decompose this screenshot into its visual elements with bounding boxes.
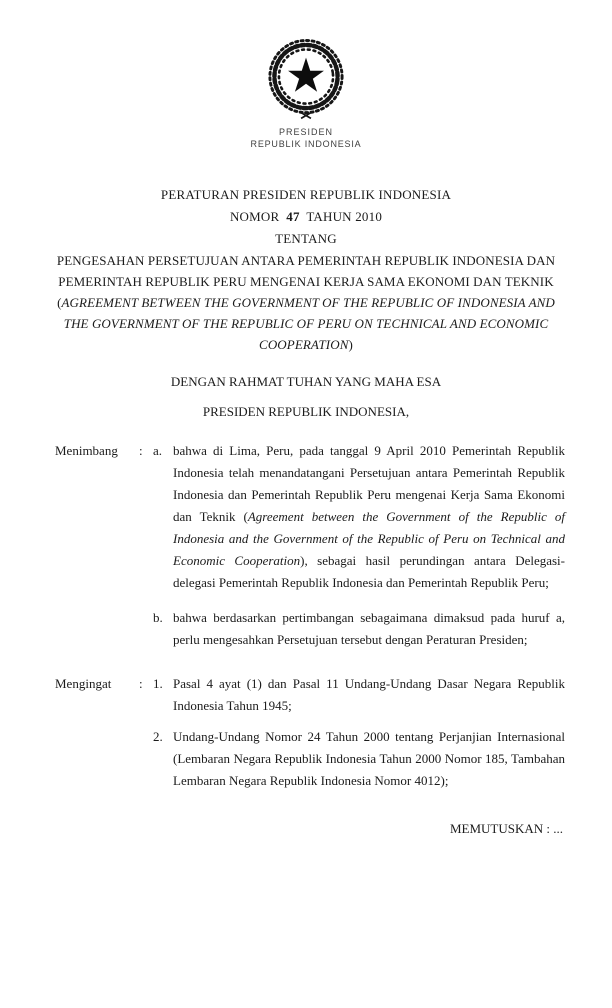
considering-colon: : xyxy=(139,443,143,458)
regulation-heading xyxy=(0,184,612,250)
invocation-line: DENGAN RAHMAT TUHAN YANG MAHA ESA xyxy=(170,374,442,389)
considering-item-b xyxy=(55,607,565,651)
regulation-subject: PENGESAHAN PERSETUJUAN ANTARA PEMERINTAH REPUBLIK INDONESIA DAN PEMERINTAH REPUBLIK PERU MENGENAI KERJA SAMA EKONOMI DAN TEKNIK (AGREEMENT BETWEEN THE GOVERNMENT OF THE REPUBLIC OF INDONESIA AND THE GOVERNMENT OF THE REPUBLIC OF PERU ON TECHNICAL AND ECONOMIC COOPERATION) xyxy=(56,253,556,352)
item-text: bahwa berdasarkan pertimbangan sebagaimana dimaksud pada huruf a, perlu mengesahkan Persetujuan tersebut dengan Peraturan Presiden; xyxy=(173,610,565,647)
issuer-line: PRESIDEN REPUBLIK INDONESIA, xyxy=(202,404,410,419)
presidential-emblem xyxy=(0,36,612,150)
item-marker: a. xyxy=(153,443,163,458)
emblem-caption-presiden: PRESIDEN xyxy=(278,127,333,137)
regulation-title-line: PERATURAN PRESIDEN REPUBLIK INDONESIA xyxy=(160,187,452,202)
recalling-item-1 xyxy=(55,673,565,717)
item-text: Pasal 4 ayat (1) dan Pasal 11 Undang-Undang Dasar Negara Republik Indonesia Tahun 1945; xyxy=(173,676,565,713)
item-marker: 2. xyxy=(153,729,163,744)
considering-label: Menimbang xyxy=(55,443,118,458)
star-icon xyxy=(288,58,324,92)
recalling-item-2 xyxy=(55,726,565,792)
item-text: bahwa di Lima, Peru, pada tanggal 9 April 2010 Pemerintah Republik Indonesia telah menandatangani Persetujuan antara Pemerintah Republik Indonesia dan Pemerintah Republik Peru mengenai Kerja Sama Ekonomi dan Teknik (Agreement between the Government of the Republic of Indonesia and the Government of the Republic of Peru on Technical and Economic Cooperation), sebagai hasil perundingan antara Delegasi-delegasi Pemerintah Republik Indonesia dan Pemerintah Republik Peru; xyxy=(173,443,565,590)
emblem-caption-republik-indonesia: REPUBLIK INDONESIA xyxy=(250,139,362,149)
considering-item-a xyxy=(55,440,565,594)
item-text: Undang-Undang Nomor 24 Tahun 2000 tentang Perjanjian Internasional (Lembaran Negara Republik Indonesia Tahun 2000 Nomor 185, Tambahan Lembaran Negara Republik Indonesia Nomor 4012); xyxy=(173,729,565,788)
item-marker: b. xyxy=(153,610,163,625)
tentang-label: TENTANG xyxy=(275,231,337,246)
recalling-section xyxy=(55,673,565,792)
item-marker: 1. xyxy=(153,676,163,691)
regulation-number-line: NOMOR 47 TAHUN 2010 xyxy=(229,209,383,224)
recalling-label: Mengingat xyxy=(55,676,112,691)
decision-line: MEMUTUSKAN : ... xyxy=(449,821,563,836)
considering-section xyxy=(55,440,565,651)
recalling-colon: : xyxy=(139,676,143,691)
star-wreath-icon xyxy=(265,36,347,122)
